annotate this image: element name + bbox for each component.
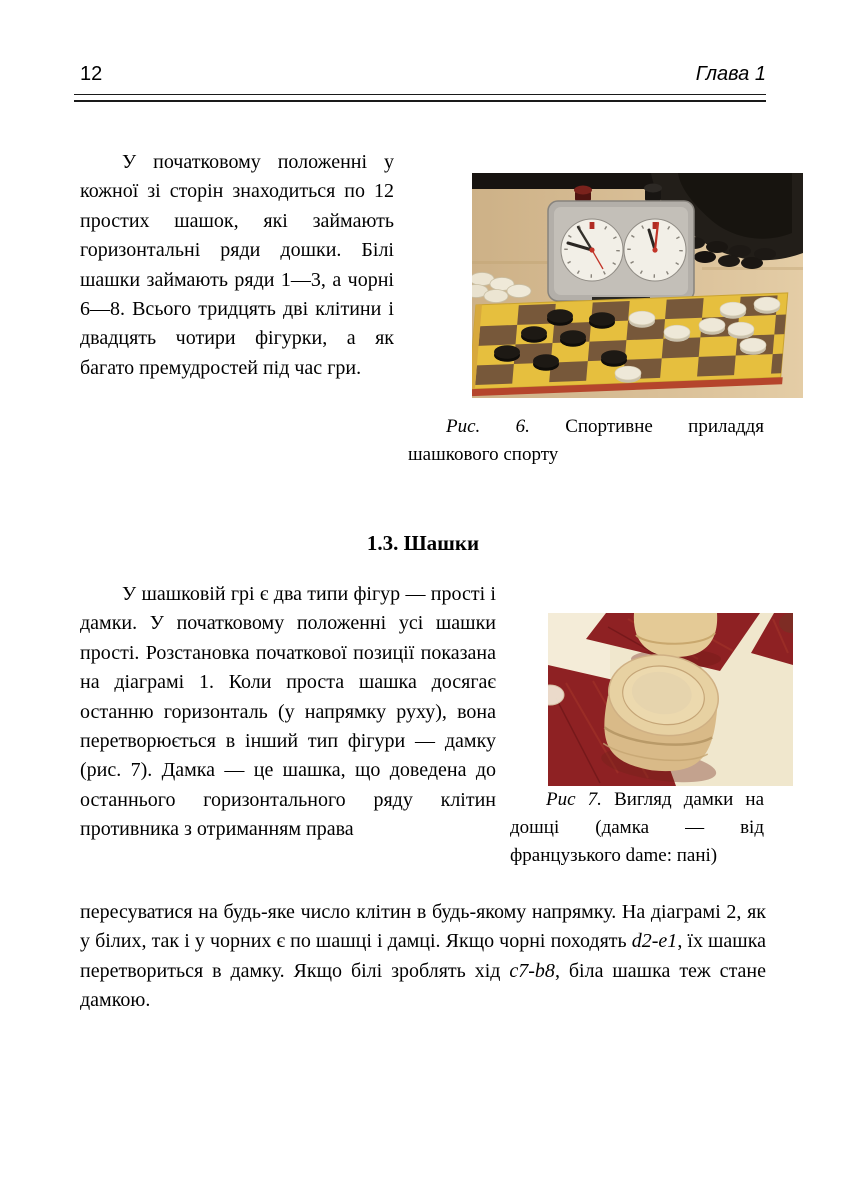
chess-clock bbox=[548, 184, 694, 309]
checkers-clock-photo bbox=[472, 173, 803, 398]
figure-6-caption-line1: Рис. 6. Спортивне приладдя bbox=[446, 416, 764, 437]
figure-6-caption-line2: шашкового спорту bbox=[408, 444, 559, 465]
paragraph-initial-position: У початковому положенні у кожної зі сторін знаходиться по 12 простих шашок, які займають горизонтальні ряди дошки. Білі шашки займають ряди 1—3, а чорні 6—8. Всього тридцять дві клітини і двадцять чотири фігурки, а як багато премудростей під час гри. bbox=[80, 151, 394, 379]
header-rule-thick bbox=[74, 100, 766, 102]
figure-7-caption-line1: Рис 7. Вигляд дамки на bbox=[546, 789, 765, 810]
figure-7-caption-line2: дошці (дамка — від bbox=[510, 817, 764, 838]
header-rule-thin bbox=[74, 94, 766, 95]
figure-7-photo bbox=[548, 613, 793, 786]
chapter-title: Глава 1 bbox=[695, 63, 766, 85]
page-header bbox=[80, 62, 766, 88]
move-d2-e1: d2-e1 bbox=[631, 930, 678, 953]
figure-6-photo bbox=[472, 173, 803, 398]
paragraph-piece-types: У шашковій грі є два типи фігур — прості і дамки. У початковому положенні усі шашки прості. Розстановка початкової позиції показана на діаграмі 1. Коли проста шашка досягає останню горизонталь (у напрямку руху), вона перетворюється в інший тип фігури — дамку (рис. 7). Дамка — це шашка, що доведена до останнього горизонтального ряду клітин противника з отриманням права bbox=[80, 583, 496, 841]
section-heading: 1.3. Шашки bbox=[366, 531, 480, 555]
figure-6-caption bbox=[408, 413, 764, 469]
figure-6-label: Рис. 6. bbox=[446, 416, 530, 437]
move-c7-b8: c7-b8 bbox=[509, 959, 555, 982]
king-checker-photo bbox=[548, 613, 793, 786]
figure-7-label: Рис 7. bbox=[546, 789, 602, 810]
paragraph-king-moves: пересуватися на будь-яке число клітин в будь-якому напрямку. На діаграмі 2, як у білих, так і у чорних є по шашці і дамці. Якщо чорні походять d2-e1, їх шашка перетвориться в дамку. Якщо білі зроблять хід c7-b8, біла шашка теж стане дамкою. bbox=[80, 901, 767, 1012]
figure-7-caption-line3: французького dame: пані) bbox=[510, 845, 718, 866]
page-number: 12 bbox=[80, 63, 103, 85]
figure-7-caption bbox=[510, 786, 764, 870]
